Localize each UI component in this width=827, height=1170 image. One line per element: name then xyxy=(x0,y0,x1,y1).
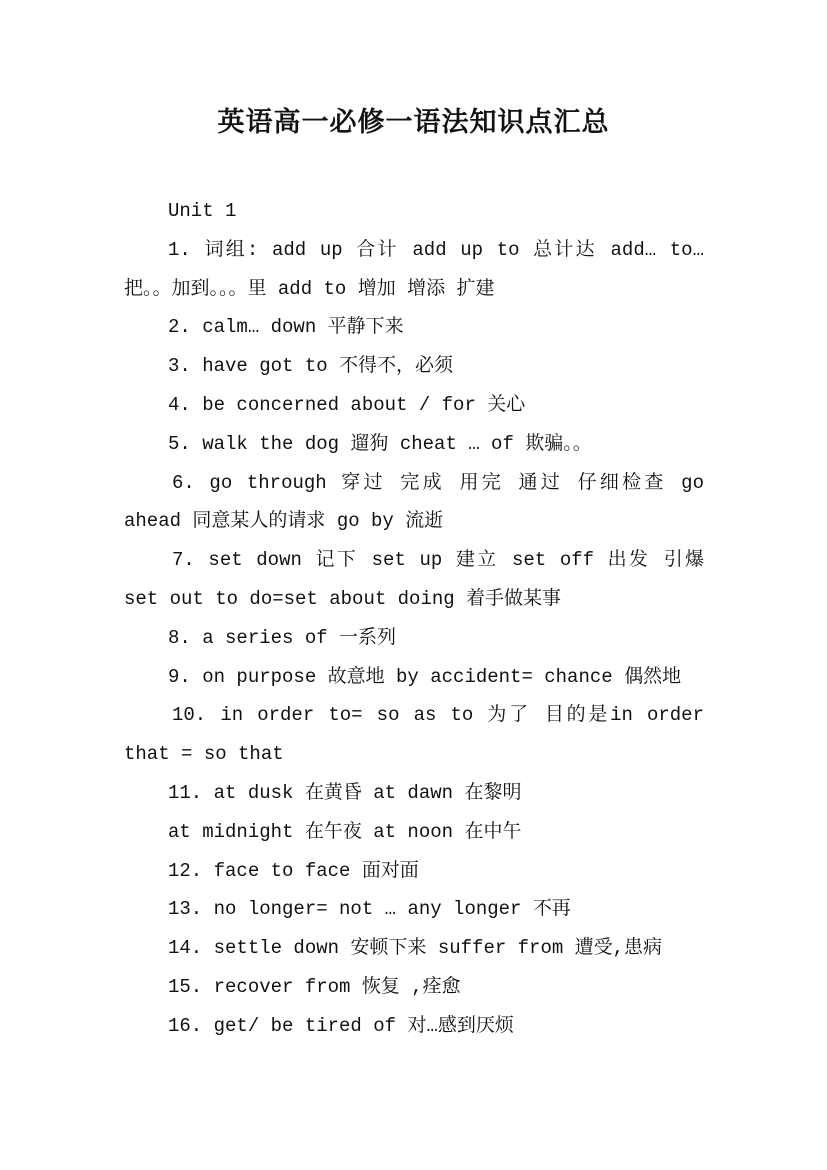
item-7-line-2: set out to do=set about doing 着手做某事 xyxy=(124,587,562,610)
item-12: 12. face to face 面对面 xyxy=(168,859,419,882)
item-8: 8. a series of 一系列 xyxy=(168,626,397,649)
document-body xyxy=(124,192,704,1046)
item-1-line-2: 把。。加到。。。里 add to 增加 增添 扩建 xyxy=(124,277,495,300)
item-14: 14. settle down 安顿下来 suffer from 遭受,患病 xyxy=(168,937,663,960)
item-7-line-1: 7. set down 记下 set up 建立 set off 出发 引爆 xyxy=(172,549,704,572)
unit-heading: Unit 1 xyxy=(168,200,237,222)
item-16: 16. get/ be tired of 对…感到厌烦 xyxy=(168,1014,514,1037)
item-11-line-2: at midnight 在午夜 at noon 在中午 xyxy=(168,820,522,843)
item-13: 13. no longer= not … any longer 不再 xyxy=(168,898,571,921)
item-6-line-1: 6. go through 穿过 完成 用完 通过 仔细检查 go xyxy=(172,471,704,494)
item-2: 2. calm… down 平静下来 xyxy=(168,316,404,339)
item-6-line-2: ahead 同意某人的请求 go by 流逝 xyxy=(124,510,444,533)
item-3: 3. have got to 不得不，必须 xyxy=(168,355,454,378)
item-11-line-1: 11. at dusk 在黄昏 at dawn 在黎明 xyxy=(168,781,522,804)
item-10-line-2: that = so that xyxy=(124,743,284,766)
item-5: 5. walk the dog 遛狗 cheat … of 欺骗。。 xyxy=(168,432,592,455)
item-15: 15. recover from 恢复 ,痊愈 xyxy=(168,975,461,998)
item-9: 9. on purpose 故意地 by accident= chance 偶然地 xyxy=(168,665,682,688)
item-10-line-1: 10. in order to= so as to 为了 目的是in order xyxy=(172,704,704,727)
page-title: 英语高一必修一语法知识点汇总 xyxy=(217,107,610,138)
item-1-line-1: 1. 词组: add up 合计 add up to 总计达 add… to… xyxy=(168,238,704,261)
item-4: 4. be concerned about / for 关心 xyxy=(168,393,526,416)
